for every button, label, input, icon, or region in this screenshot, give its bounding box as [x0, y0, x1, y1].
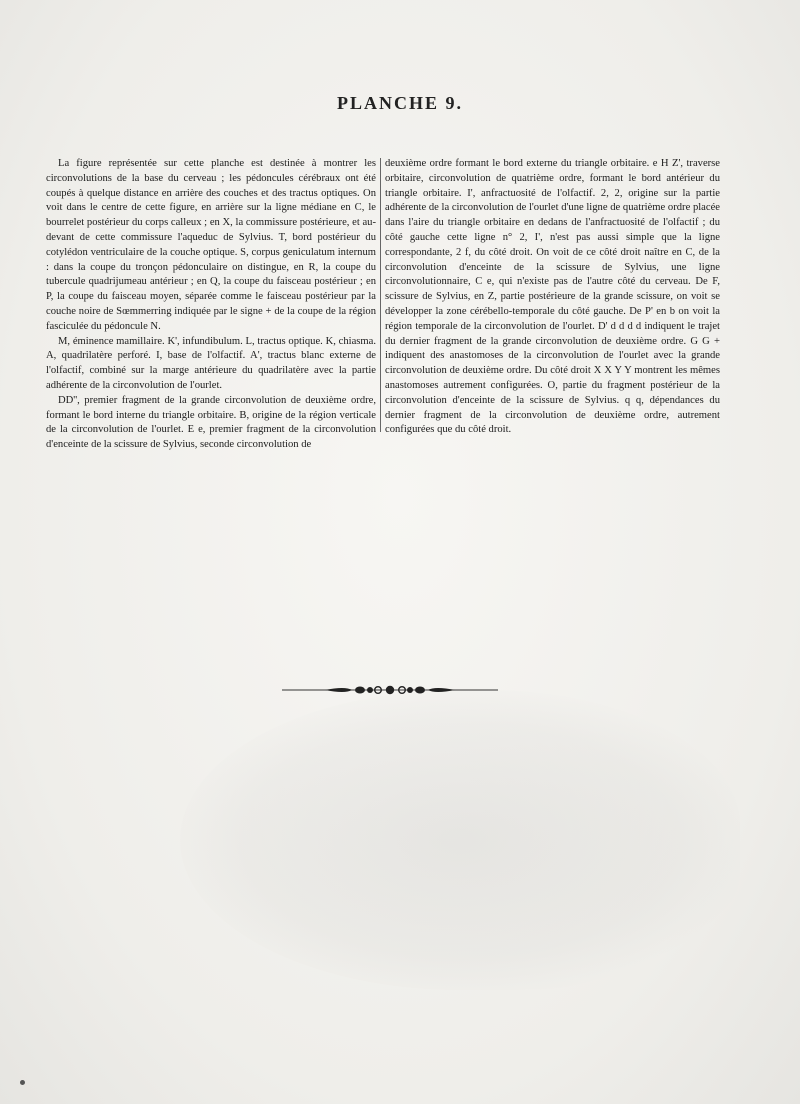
left-text-column [46, 157, 376, 453]
paragraph: M, éminence mamillaire. K', infundibulum. L, tractus optique. K, chiasma. A, quadrilatère perforé. I, base de l'olfactif. A', tractus blanc externe de l'olfactif, combiné sur la marge antérieure du quadrilatère avec la partie adhérente de la circonvolution de l'ourlet. [46, 335, 376, 391]
ink-spot [20, 1080, 25, 1085]
column-divider [380, 158, 381, 432]
page-title: PLANCHE 9. [336, 93, 463, 113]
paragraph: DD'', premier fragment de la grande circonvolution de deuxième ordre, formant le bord interne du triangle orbitaire. B, origine de la région verticale de la circonvolution de l'ourlet. E e, premier fragment de la circonvolution d'enceinte de la scissure de Sylvius, seconde circonvolution de [46, 394, 376, 451]
show-through-image [180, 690, 740, 990]
paragraph: La figure représentée sur cette planche est destinée à montrer les circonvolutions de la base du cerveau ; les pédoncules cérébraux ont été coupés à quelque distance en arrière des couches et des tractus optiques. On voit dans le centre de cette figure, en arrière sur la ligne médiane en C, le bourrelet postérieur du corps calleux ; en X, la commissure postérieure, et au-devant de cette commissure l'aqueduc de Sylvius. T, bord postérieur du cotylédon ventriculaire de la couche optique. S, corpus geniculatum internum : dans la coupe du tronçon pédonculaire on distingue, en R, la coupe du tubercule quadrijumeau antérieur ; en Q, la coupe du faisceau postérieur ; en P, la coupe du faisceau moyen, séparée comme le faisceau postérieur par la couche noire de Sœmmerring indiquée par le signe + de la coupe de la région fasciculée du pédoncule N. [46, 158, 376, 332]
right-text-column [385, 157, 720, 438]
ornament-divider [280, 683, 500, 697]
paragraph: deuxième ordre formant le bord externe du triangle orbitaire. e H Z', traverse orbitaire, circonvolution de quatrième ordre, formant le bord antérieur du triangle orbitaire. I', anfractuosité de l'olfactif. 2, 2, origine sur la partie adhérente de la circonvolution de l'ourlet d'une ligne de quatrième ordre placée dans l'aire du triangle orbitaire en dedans de l'anfractuosité de l'olfactif ; du côté gauche cette ligne n° 2, I', n'est pas aussi simple que la ligne correspondante, 2 f, du côté droit. On voit de ce côté droit naître en C, de la circonvolution d'enceinte de la scissure de Sylvius, une ligne circonvolutionnaire, C e, qui n'existe pas de l'autre côté du cerveau. De F, scissure de Sylvius, en Z, partie postérieure de la grande scissure, on voit se développer la zone cérébello-temporale du côté gauche. De P' en b on voit la région temporale de la circonvolution de l'ourlet. D' d d d d indiquent le trajet du dernier fragment de la grande circonvolution de deuxième ordre. G G + indiquent des anastomoses de la circonvolution de l'ourlet avec la grande circonvolution de deuxième ordre. Du côté droit X X Y Y montrent les mêmes anastomoses autrement configurées. O, partie du fragment postérieur de la circonvolution d'enceinte de la scissure de Sylvius. q q, dépendances du dernier fragment de la circonvolution de deuxième ordre, autrement configurées que du côté droit. [385, 158, 720, 436]
